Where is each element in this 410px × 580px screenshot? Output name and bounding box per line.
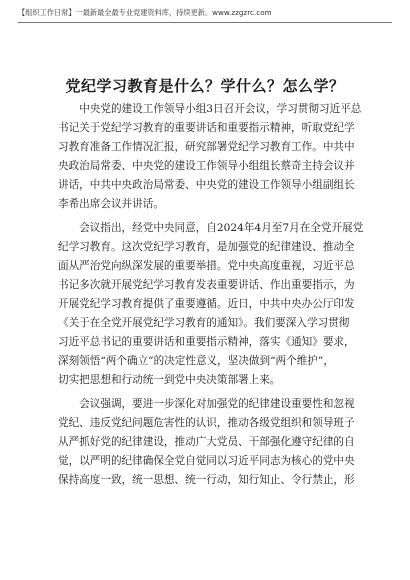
paragraph-line: 切实把思想和行动统一到党中央决策部署上来。 — [58, 374, 281, 386]
paragraph-line: 李希出席会议并讲话。 — [58, 198, 164, 210]
paragraph-line: 书记关于党纪学习教育的重要讲话和重要指示精神，听取党纪学 — [58, 122, 355, 134]
paragraph-line: 保持高度一致，统一思想、统一行动，知行知止、令行禁止，形 — [58, 474, 355, 486]
paragraph-line: 党纪、违反党纪问题危害性的认识，推动各级党组织和领导班子 — [58, 417, 355, 429]
paragraph — [58, 100, 362, 214]
paragraph-line: 会议指出，经党中央同意，自2024年4月至7月在全党开展党 — [79, 222, 364, 234]
paragraph-line: 纪学习教育。这次党纪学习教育，是加强党的纪律建设、推动全 — [58, 241, 355, 253]
document-body — [58, 100, 364, 495]
paragraph-line: 会议强调，要进一步深化对加强党的纪律建设重要性和忽视 — [79, 398, 355, 410]
paragraph-line: 讲话，中共中央政治局常委、中央党的建设工作领导小组副组长 — [58, 179, 355, 191]
paragraph-line: 深刻领悟“两个确立”的决定性意义，坚决做到“两个维护”， — [58, 355, 334, 367]
paragraph-line: 觉，以严明的纪律确保全党自觉同以习近平同志为核心的党中央 — [58, 455, 355, 467]
paragraph-line: 面从严治党向纵深发展的重要举措。党中央高度重视，习近平总 — [58, 260, 355, 272]
paragraph-line: 习近平总书记的重要讲话和重要指示精神，落实《通知》要求， — [58, 336, 355, 348]
paragraph — [58, 219, 364, 390]
paragraph-line: 书记多次就开展党纪学习教育发表重要讲话、作出重要指示，为 — [58, 279, 355, 291]
paragraph-line: 从严抓好党的纪律建设，推动广大党员、干部强化遵守纪律的自 — [58, 436, 355, 448]
paragraph-line: 中央党的建设工作领导小组3日召开会议，学习贯彻习近平总 — [79, 103, 362, 115]
header-divider — [18, 22, 392, 23]
paragraph-line: 央政治局常委、中央党的建设工作领导小组组长蔡奇主持会议并 — [58, 160, 355, 172]
page-header: 【组织工作日常】一最新最全最专业党建资料库，持续更新。www.zzgzrc.com — [18, 8, 272, 17]
paragraph-line: 习教育准备工作情况汇报，研究部署党纪学习教育工作。中共中 — [58, 141, 355, 153]
paragraph-line: 《关于在全党开展党纪学习教育的通知》。我们要深入学习贯彻 — [58, 317, 350, 329]
document-title: 党纪学习教育是什么？学什么？怎么学？ — [65, 77, 345, 95]
paragraph-line: 开展党纪学习教育提供了重要遵循。近日，中共中央办公厅印发 — [58, 298, 355, 310]
paragraph — [58, 395, 354, 490]
